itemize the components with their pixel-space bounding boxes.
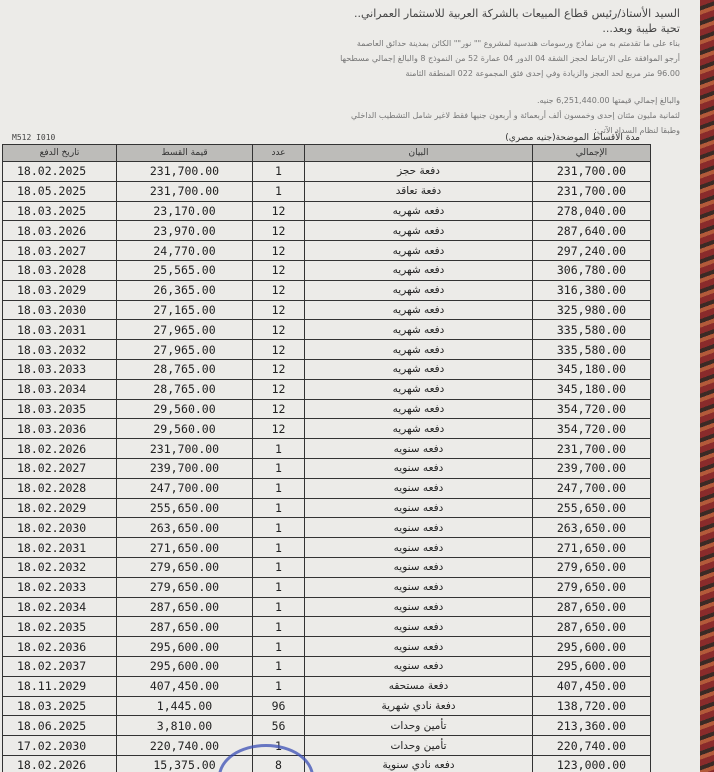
cell-amount: 27,965.00 — [117, 320, 253, 340]
cell-total: 231,700.00 — [533, 439, 651, 459]
table-row — [3, 518, 651, 538]
cell-description: دفعة مستحقه — [305, 676, 533, 696]
cell-description: تأمين وحدات — [305, 736, 533, 756]
letter-payment-intro: وطبقا لنظام السداد الآتي: — [594, 126, 680, 135]
cell-description: دفعه سنويه — [305, 518, 533, 538]
table-title: مدة الأقساط الموضحة(جنيه مصري) — [505, 133, 640, 143]
table-row — [3, 260, 651, 280]
cell-description: دفعه سنويه — [305, 597, 533, 617]
payment-table — [2, 144, 651, 772]
cell-total: 213,360.00 — [533, 716, 651, 736]
cell-count: 12 — [253, 201, 305, 221]
cell-amount: 263,650.00 — [117, 518, 253, 538]
table-row — [3, 538, 651, 558]
cell-total: 279,650.00 — [533, 557, 651, 577]
cell-date: 18.03.2028 — [3, 260, 117, 280]
cell-description: دفعه سنويه — [305, 577, 533, 597]
table-row — [3, 201, 651, 221]
cell-count: 56 — [253, 716, 305, 736]
cell-total: 316,380.00 — [533, 280, 651, 300]
cell-description: دفعه سنويه — [305, 656, 533, 676]
table-row — [3, 320, 651, 340]
cell-total: 279,650.00 — [533, 577, 651, 597]
cell-total: 287,650.00 — [533, 617, 651, 637]
cell-amount: 220,740.00 — [117, 736, 253, 756]
cell-total: 287,640.00 — [533, 221, 651, 241]
cell-date: 18.03.2035 — [3, 399, 117, 419]
cell-description: دفعه شهريه — [305, 419, 533, 439]
cell-count: 1 — [253, 617, 305, 637]
cell-total: 345,180.00 — [533, 379, 651, 399]
cell-description: دفعه سنويه — [305, 557, 533, 577]
cell-description: دفعة تعاقد — [305, 181, 533, 201]
table-row — [3, 221, 651, 241]
cell-date: 18.02.2026 — [3, 755, 117, 772]
cell-total: 239,700.00 — [533, 458, 651, 478]
cell-amount: 279,650.00 — [117, 557, 253, 577]
letter-salutation: السيد الأستاذ/رئيس قطاع المبيعات بالشركة العربية للاستثمار العمراني.. — [353, 7, 680, 20]
cell-date: 18.03.2025 — [3, 696, 117, 716]
cell-amount: 279,650.00 — [117, 577, 253, 597]
cell-date: 18.03.2031 — [3, 320, 117, 340]
cell-date: 18.03.2030 — [3, 300, 117, 320]
table-row — [3, 716, 651, 736]
header-amount: قيمة القسط — [117, 145, 253, 162]
header-date: تاريخ الدفع — [3, 145, 117, 162]
table-row — [3, 379, 651, 399]
cell-total: 335,580.00 — [533, 320, 651, 340]
table-row — [3, 637, 651, 657]
cell-date: 18.02.2037 — [3, 656, 117, 676]
cell-amount: 271,650.00 — [117, 538, 253, 558]
cell-amount: 231,700.00 — [117, 162, 253, 182]
cell-total: 345,180.00 — [533, 359, 651, 379]
cell-date: 18.02.2034 — [3, 597, 117, 617]
table-row — [3, 597, 651, 617]
cell-count: 12 — [253, 280, 305, 300]
cell-description: دفعه شهريه — [305, 280, 533, 300]
cell-description: دفعه سنويه — [305, 439, 533, 459]
table-row — [3, 300, 651, 320]
table-row — [3, 577, 651, 597]
cell-count: 12 — [253, 359, 305, 379]
cell-description: دفعه سنويه — [305, 617, 533, 637]
cell-count: 1 — [253, 557, 305, 577]
table-title-bar — [2, 132, 650, 144]
cell-date: 18.02.2036 — [3, 637, 117, 657]
cell-total: 255,650.00 — [533, 498, 651, 518]
cell-description: دفعه سنويه — [305, 478, 533, 498]
cell-count: 12 — [253, 419, 305, 439]
table-row — [3, 478, 651, 498]
cell-total: 231,700.00 — [533, 162, 651, 182]
cell-date: 18.03.2026 — [3, 221, 117, 241]
cell-date: 18.02.2033 — [3, 577, 117, 597]
cell-amount: 25,565.00 — [117, 260, 253, 280]
table-header-row — [3, 145, 651, 162]
cell-amount: 295,600.00 — [117, 637, 253, 657]
cell-total: 247,700.00 — [533, 478, 651, 498]
cell-amount: 247,700.00 — [117, 478, 253, 498]
cell-count: 96 — [253, 696, 305, 716]
cell-date: 18.03.2034 — [3, 379, 117, 399]
table-row — [3, 439, 651, 459]
cell-amount: 287,650.00 — [117, 597, 253, 617]
cell-date: 18.06.2025 — [3, 716, 117, 736]
table-row — [3, 181, 651, 201]
cell-total: 271,650.00 — [533, 538, 651, 558]
cell-description: دفعة نادي شهرية — [305, 696, 533, 716]
table-row — [3, 755, 651, 772]
cell-amount: 1,445.00 — [117, 696, 253, 716]
cell-count: 1 — [253, 736, 305, 756]
cell-date: 18.03.2033 — [3, 359, 117, 379]
background-fabric — [700, 0, 714, 772]
cell-description: دفعه سنويه — [305, 637, 533, 657]
cell-description: دفعه شهريه — [305, 340, 533, 360]
letter-total-words: لثمانية مليون مئتان إحدى وخمسون ألف أربعمائة و أربعون جنيها فقط لاغير شامل التشطيب الداخلي — [351, 111, 680, 120]
cell-amount: 15,375.00 — [117, 755, 253, 772]
cell-amount: 255,650.00 — [117, 498, 253, 518]
table-row — [3, 419, 651, 439]
cell-description: دفعه شهريه — [305, 379, 533, 399]
cell-description: تأمين وحدات — [305, 716, 533, 736]
cell-count: 1 — [253, 577, 305, 597]
header-total: الإجمالي — [533, 145, 651, 162]
cell-date: 18.02.2028 — [3, 478, 117, 498]
cell-total: 278,040.00 — [533, 201, 651, 221]
cell-date: 18.11.2029 — [3, 676, 117, 696]
cell-date: 18.02.2035 — [3, 617, 117, 637]
cell-description: دفعه نادي سنوية — [305, 755, 533, 772]
table-row — [3, 656, 651, 676]
cell-amount: 23,970.00 — [117, 221, 253, 241]
table-row — [3, 557, 651, 577]
cell-amount: 29,560.00 — [117, 419, 253, 439]
cell-count: 12 — [253, 300, 305, 320]
cell-total: 354,720.00 — [533, 399, 651, 419]
cell-total: 295,600.00 — [533, 656, 651, 676]
cell-count: 1 — [253, 439, 305, 459]
table-row — [3, 696, 651, 716]
cell-description: دفعه شهريه — [305, 221, 533, 241]
cell-description: دفعه شهريه — [305, 359, 533, 379]
cell-amount: 24,770.00 — [117, 241, 253, 261]
cell-description: دفعه شهريه — [305, 399, 533, 419]
table-row — [3, 359, 651, 379]
cell-description: دفعه سنويه — [305, 498, 533, 518]
header-description: البيان — [305, 145, 533, 162]
cell-total: 325,980.00 — [533, 300, 651, 320]
cell-amount: 23,170.00 — [117, 201, 253, 221]
cell-count: 12 — [253, 221, 305, 241]
cell-amount: 407,450.00 — [117, 676, 253, 696]
cell-count: 12 — [253, 379, 305, 399]
cell-count: 12 — [253, 260, 305, 280]
letter-header — [20, 6, 680, 138]
cell-description: دفعه سنويه — [305, 458, 533, 478]
cell-total: 295,600.00 — [533, 637, 651, 657]
cell-total: 123,000.00 — [533, 755, 651, 772]
cell-date: 18.03.2036 — [3, 419, 117, 439]
cell-total: 220,740.00 — [533, 736, 651, 756]
cell-date: 18.02.2031 — [3, 538, 117, 558]
header-count: عدد — [253, 145, 305, 162]
cell-date: 18.02.2030 — [3, 518, 117, 538]
table-row — [3, 340, 651, 360]
cell-description: دفعة حجز — [305, 162, 533, 182]
cell-description: دفعه شهريه — [305, 260, 533, 280]
cell-count: 1 — [253, 597, 305, 617]
cell-total: 138,720.00 — [533, 696, 651, 716]
table-row — [3, 676, 651, 696]
cell-total: 407,450.00 — [533, 676, 651, 696]
cell-date: 18.02.2026 — [3, 439, 117, 459]
cell-count: 8 — [253, 755, 305, 772]
cell-count: 1 — [253, 458, 305, 478]
cell-count: 1 — [253, 676, 305, 696]
cell-count: 1 — [253, 181, 305, 201]
cell-date: 18.03.2029 — [3, 280, 117, 300]
cell-amount: 3,810.00 — [117, 716, 253, 736]
cell-count: 1 — [253, 637, 305, 657]
table-row — [3, 241, 651, 261]
table-row — [3, 280, 651, 300]
cell-date: 17.02.2030 — [3, 736, 117, 756]
cell-description: دفعه سنويه — [305, 538, 533, 558]
cell-total: 263,650.00 — [533, 518, 651, 538]
cell-total: 231,700.00 — [533, 181, 651, 201]
cell-description: دفعه شهريه — [305, 241, 533, 261]
cell-total: 335,580.00 — [533, 340, 651, 360]
cell-count: 1 — [253, 518, 305, 538]
table-row — [3, 399, 651, 419]
cell-date: 18.03.2025 — [3, 201, 117, 221]
cell-date: 18.03.2027 — [3, 241, 117, 261]
letter-body-line: أرجو الموافقة على الارتباط لحجز الشقة 04 الدور 04 عمارة 52 من النموذج 8 والبالغ إجمالي مسطحها — [340, 54, 680, 63]
letter-body-line: 96.00 متر مربع لحد العجز والزيادة وفي إحدى فئق المجموعة 022 المنطقة الثامنة — [405, 69, 680, 78]
cell-count: 12 — [253, 340, 305, 360]
cell-count: 12 — [253, 399, 305, 419]
table-row — [3, 736, 651, 756]
table-row — [3, 162, 651, 182]
table-codes: M512 I010 — [12, 133, 56, 142]
cell-count: 1 — [253, 498, 305, 518]
cell-count: 1 — [253, 538, 305, 558]
cell-total: 287,650.00 — [533, 597, 651, 617]
cell-description: دفعه شهريه — [305, 201, 533, 221]
cell-count: 12 — [253, 241, 305, 261]
cell-amount: 28,765.00 — [117, 359, 253, 379]
payment-schedule — [2, 132, 650, 772]
cell-count: 1 — [253, 162, 305, 182]
cell-amount: 29,560.00 — [117, 399, 253, 419]
table-row — [3, 617, 651, 637]
table-row — [3, 458, 651, 478]
letter-greeting: تحية طيبة وبعد... — [602, 22, 680, 35]
letter-total-line: والبالغ إجمالي قيمتها 6,251,440.00 جنيه. — [536, 96, 680, 105]
cell-amount: 231,700.00 — [117, 439, 253, 459]
cell-date: 18.02.2027 — [3, 458, 117, 478]
cell-date: 18.02.2029 — [3, 498, 117, 518]
cell-date: 18.05.2025 — [3, 181, 117, 201]
cell-count: 1 — [253, 656, 305, 676]
cell-amount: 28,765.00 — [117, 379, 253, 399]
cell-amount: 26,365.00 — [117, 280, 253, 300]
cell-amount: 27,165.00 — [117, 300, 253, 320]
cell-date: 18.03.2032 — [3, 340, 117, 360]
cell-description: دفعه شهريه — [305, 300, 533, 320]
letter-body-line: بناء على ما تقدمتم به من نماذج ورسومات هندسية لمشروع "" نور"" الكائن بمدينة حدائق العاصمة — [356, 39, 680, 48]
cell-total: 306,780.00 — [533, 260, 651, 280]
cell-total: 354,720.00 — [533, 419, 651, 439]
cell-amount: 231,700.00 — [117, 181, 253, 201]
cell-count: 12 — [253, 320, 305, 340]
cell-description: دفعه شهريه — [305, 320, 533, 340]
cell-count: 1 — [253, 478, 305, 498]
cell-amount: 239,700.00 — [117, 458, 253, 478]
cell-total: 297,240.00 — [533, 241, 651, 261]
cell-date: 18.02.2032 — [3, 557, 117, 577]
cell-date: 18.02.2025 — [3, 162, 117, 182]
cell-amount: 295,600.00 — [117, 656, 253, 676]
cell-amount: 287,650.00 — [117, 617, 253, 637]
cell-amount: 27,965.00 — [117, 340, 253, 360]
table-row — [3, 498, 651, 518]
